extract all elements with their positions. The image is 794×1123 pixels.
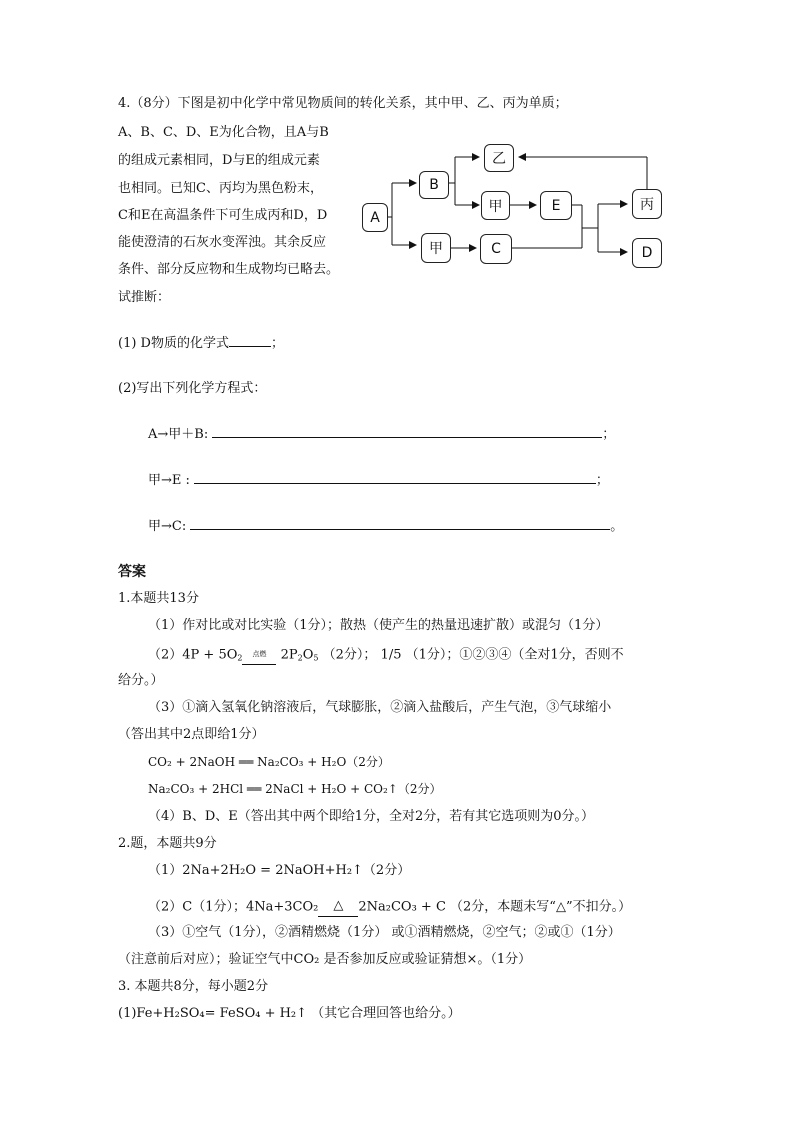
eq1-line <box>148 425 615 444</box>
q1-eq-psub: 2 <box>297 653 303 663</box>
diagram-arrows <box>0 0 794 300</box>
part2-text: (2)写出下列化学方程式： <box>118 381 267 396</box>
q1-part2-cont: 给分。） <box>118 673 164 688</box>
node-C: C <box>480 234 512 264</box>
q1-eq-osub: 5 <box>313 653 319 663</box>
question-line-8: 试推断： <box>118 290 171 305</box>
q1-equation-2: Na₂CO₃ + 2HCl ══ 2NaCl + H₂O + CO₂↑（2分） <box>148 782 442 796</box>
eq1-end: ； <box>602 427 616 442</box>
q1-eq-condition <box>242 645 276 665</box>
q1-eq-condition-text: 点燃 <box>252 650 267 658</box>
q2-part3: （3）①空气（1分），②酒精燃烧（1分） 或①酒精燃烧，②空气；②或①（1分） <box>148 925 621 940</box>
q1-eq-right: 2P <box>280 647 298 663</box>
node-D: D <box>632 238 662 268</box>
q1-eq-left: （2）4P + 5O <box>148 647 238 663</box>
part1-line <box>118 334 284 353</box>
q1-part4: （4）B、D、E（答出其中两个即给1分，全对2分，若有其它选项则为0分。） <box>148 809 595 824</box>
q2-part2 <box>148 897 631 917</box>
q3-part1: (1)Fe+H₂SO₄= FeSO₄ + H₂↑ （其它合理回答也给分。） <box>118 1006 461 1021</box>
q1-eq-o: O <box>302 647 314 663</box>
q1-equation-1: CO₂ + 2NaOH ══ Na₂CO₃ + H₂O（2分） <box>148 755 390 769</box>
eq3-end: 。 <box>610 519 624 534</box>
part1-end: ； <box>270 336 284 351</box>
eq1-label: A→甲＋B: <box>148 427 209 442</box>
eq2-blank <box>194 471 596 484</box>
eq1-blank <box>212 425 602 438</box>
q1-eq-sub: 2 <box>237 653 243 663</box>
eq2-label: 甲→E : <box>148 473 190 488</box>
node-A: A <box>362 203 388 232</box>
q2-eq-condition <box>318 897 358 917</box>
node-B: B <box>419 171 449 199</box>
eq2-line <box>148 471 609 490</box>
q3-title: 3. 本题共8分，每小题2分 <box>118 979 269 994</box>
q2-eq-left: （2）C（1分）；4Na+3CO₂ <box>148 899 319 915</box>
part1-blank <box>229 334 271 347</box>
question-line-3: 的组成元素相同，D与E的组成元素 <box>118 153 320 168</box>
answers-heading: 答案 <box>118 564 146 580</box>
node-E: E <box>540 191 572 220</box>
q2-title: 2.题，本题共9分 <box>118 836 217 851</box>
eq2-end: ； <box>595 473 609 488</box>
q2-eq-right: 2Na₂CO₃ + C （2分，本题未写“△”不扣分。） <box>358 899 632 915</box>
node-jia-upper: 甲 <box>481 191 510 220</box>
question-line-5: C和E在高温条件下可生成丙和D，D <box>118 208 328 223</box>
eq3-blank <box>190 517 610 530</box>
question-line-7: 条件、部分反应物和生成物均已略去。 <box>118 262 340 277</box>
q1-part1: （1）作对比或对比实验（1分）；散热（使产生的热量迅速扩散）或混匀（1分） <box>148 618 609 633</box>
question-line-1: 4.（8分）下图是初中化学中常见物质间的转化关系，其中甲、乙、丙为单质； <box>118 96 568 111</box>
question-line-2: A、B、C、D、E为化合物，且A与B <box>118 125 329 140</box>
q1-part2-rest: （2分）； 1/5 （1分）；①②③④（全对1分，否则不 <box>322 647 624 663</box>
q2-part3-cont: （注意前后对应）；验证空气中CO₂ 是否参加反应或验证猜想×。（1分） <box>118 952 532 967</box>
q1-part3-cont: （答出其中2点即给1分） <box>118 727 265 742</box>
q2-part1: （1）2Na+2H₂O = 2NaOH+H₂↑（2分） <box>148 863 411 878</box>
part1-text: (1) D物质的化学式 <box>118 336 229 351</box>
q2-eq-condition-text: △ <box>333 898 344 913</box>
q1-title: 1.本题共13分 <box>118 591 199 606</box>
node-yi: 乙 <box>484 144 514 172</box>
question-line-6: 能使澄清的石灰水变浑浊。其余反应 <box>118 235 327 250</box>
question-line-4: 也相同。已知C、丙均为黑色粉末， <box>118 181 323 196</box>
node-bing: 丙 <box>632 189 662 219</box>
eq3-label: 甲→C: <box>148 519 187 534</box>
eq3-line <box>148 517 623 536</box>
node-jia-lower: 甲 <box>421 233 451 263</box>
q1-part3: （3）①滴入氢氧化钠溶液后，气球膨胀，②滴入盐酸后，产生气泡，③气球缩小 <box>148 700 612 715</box>
q1-part2 <box>148 645 624 668</box>
